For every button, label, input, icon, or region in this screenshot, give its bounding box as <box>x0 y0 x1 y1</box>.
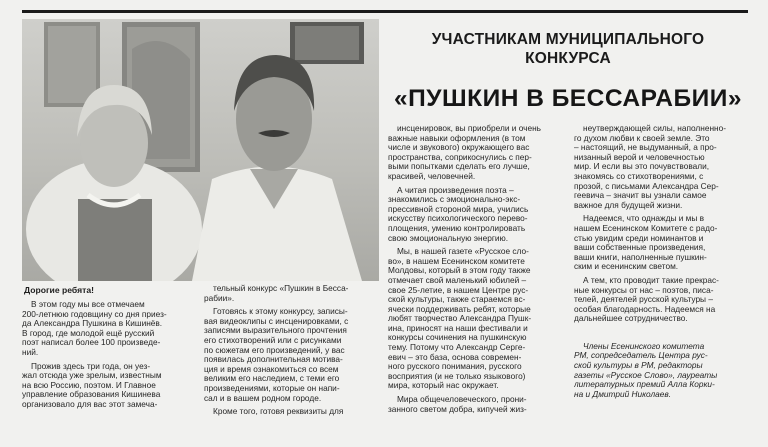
text-line: вая видеоклипы с инсценировками, с <box>204 316 349 326</box>
text-line: организовало для вас этот замеча- <box>22 399 158 409</box>
text-line: Надеемся, что однажды и мы в <box>583 214 705 224</box>
text-line: ской культуры, также стараемся вс- <box>388 295 526 305</box>
text-line: мира, который нас окружает. <box>388 381 499 391</box>
text-line: ячески поддерживать ребят, которые <box>388 304 531 314</box>
text-line: евич – это база, основа современ- <box>388 352 522 362</box>
text-line: важные навыки оформления (в том <box>388 133 526 143</box>
text-line: знакомясь со стихотворениями, с <box>574 171 704 181</box>
text-line: В город, где молодой ещё русский <box>22 328 155 338</box>
text-line: неутверждающей силы, наполненно- <box>583 124 727 133</box>
text-line: пространства, соприкоснулись с пер- <box>388 152 532 162</box>
text-line: – настоящий, не выдуманный, а про- <box>574 143 717 153</box>
text-line: А читая произведения поэта – <box>397 185 514 195</box>
signature-gap <box>574 324 752 342</box>
text-line: го духом любви к своей земле. Это <box>574 133 710 143</box>
text-line: по сюжетам его произведений, у вас <box>204 345 345 355</box>
text-line: стью увидим среди номинантов и <box>574 233 704 243</box>
text-line: Кроме того, готовя реквизиты для <box>213 407 344 417</box>
text-line: геевича – значит вы узнали самое <box>574 191 707 201</box>
text-line: низанный верой и человечностью <box>574 152 705 162</box>
text-line: да Александра Пушкина в Кишинёв. <box>22 319 163 329</box>
text-line: литературных премий Алла Корки- <box>574 380 715 390</box>
text-line: Члены Есенинского комитета <box>583 341 705 351</box>
text-line: произведениями, которые он напи- <box>204 383 340 393</box>
text-line: Мира общечеловеческого, прони- <box>397 395 527 405</box>
text-column-3 <box>388 124 566 447</box>
text-line: его стихотворений или с рисунками <box>204 335 342 345</box>
text-line: искусству психологического перево- <box>388 214 528 224</box>
text-column-4 <box>574 124 752 447</box>
text-line: прессивной стороной мира, учились <box>388 204 529 214</box>
kicker-line-2: КОНКУРСА <box>525 50 611 67</box>
text-column-1 <box>22 300 192 447</box>
text-line: прозой, с письмами Александра Сер- <box>574 181 719 191</box>
text-line: свою эмоциональную энергию. <box>388 233 509 243</box>
text-line: знакомились с эмоционально-экс- <box>388 195 521 205</box>
text-line: во», в нашем Есенинском комитете <box>388 256 525 266</box>
text-line: на и Дмитрий Николаев. <box>574 389 672 399</box>
text-line: рабии». <box>204 293 235 303</box>
photo-caption: Дорогие ребята! <box>24 285 94 295</box>
text-line: любят творчество Александра Пушк- <box>388 314 532 324</box>
text-line: тельный конкурс «Пушкин в Бесса- <box>213 284 349 293</box>
kicker-line-1: УЧАСТНИКАМ МУНИЦИПАЛЬНОГО <box>431 31 705 48</box>
text-line: Молдовы, который в этом году также <box>388 266 531 276</box>
text-line: особая благодарность. Надеемся на <box>574 304 716 314</box>
text-line: появилась дополнительная мотива- <box>204 355 343 365</box>
text-line: ской культуры в РМ, редакторы <box>574 361 703 371</box>
text-line: тему. Потому что Александр Серге- <box>388 343 526 353</box>
text-line: газеты «Русское Слово», лауреаты <box>574 370 718 380</box>
text-line: ного русского понимания, русского <box>388 362 522 372</box>
text-line: мир. И если вы это почувствовали, <box>574 162 710 172</box>
article-headline: «ПУШКИН В БЕССАРАБИИ» <box>394 85 742 112</box>
article-photo <box>22 19 379 281</box>
text-line: управление образования Кишинева <box>22 390 161 400</box>
text-line: телей, деятелей русской культуры – <box>574 295 713 305</box>
text-line: Прожив здесь три года, он уез- <box>31 361 151 371</box>
text-line: сал и в вашем родном городе. <box>204 393 322 403</box>
text-line: восприятия (и не только языкового) <box>388 371 526 381</box>
text-line: А тем, кто проводит такие прекрас- <box>583 275 719 285</box>
text-line: В этом году мы все отмечаем <box>31 300 145 309</box>
text-line: ваши книги, наполненные пушкин- <box>574 252 707 262</box>
text-line: ция и время ознакомиться со всем <box>204 364 339 374</box>
text-column-2 <box>204 284 382 447</box>
text-line: жал отсюда уже зрелым, известным <box>22 371 162 381</box>
text-line: числе и звукового) окружающего вас <box>388 143 530 153</box>
text-line: ваши собственные произведения, <box>574 243 706 253</box>
top-rule <box>22 10 748 13</box>
text-line: свое 25-летие, в нашем Центре рус- <box>388 285 529 295</box>
text-line: 200-летнюю годовщину со дня приез- <box>22 309 167 319</box>
text-line: РМ, сопредседатель Центра рус- <box>574 351 708 361</box>
text-line: ина, приносят на наши фестивали и <box>388 323 528 333</box>
text-line: красивей, человечней. <box>388 171 476 181</box>
text-line: поэт написал более 100 произведе- <box>22 338 161 348</box>
text-line: Мы, в нашей газете «Русское сло- <box>397 247 529 257</box>
text-line: отмечает свой маленький юбилей – <box>388 275 527 285</box>
text-line: конкурсы сочинения на пушкинскую <box>388 333 527 343</box>
text-line: ний. <box>22 347 39 357</box>
text-line: ским и есенинским светом. <box>574 262 679 272</box>
text-line: на всю Россию, поэтом. И Главное <box>22 380 156 390</box>
text-line: занного светом добра, кипучей жиз- <box>388 404 527 414</box>
text-line: дальнейшее сотрудничество. <box>574 314 688 324</box>
text-line: записями выразительного прочтения <box>204 326 347 336</box>
photo-illustration <box>22 19 379 281</box>
article-kicker <box>386 30 750 68</box>
text-line: великим его наследием, с теми его <box>204 374 340 384</box>
text-line: ные конкурсы от нас – поэтов, писа- <box>574 285 714 295</box>
text-line: площения, умению контролировать <box>388 223 526 233</box>
text-line: выми попытками сделать его лучше, <box>388 162 530 172</box>
text-line: нашем Есенинском Комитете с радо- <box>574 223 718 233</box>
text-line: Готовясь к этому конкурсу, записы- <box>213 307 348 317</box>
text-line: важное для будущей жизни. <box>574 200 683 210</box>
text-line: инсценировок, вы приобрели и очень <box>397 124 541 133</box>
